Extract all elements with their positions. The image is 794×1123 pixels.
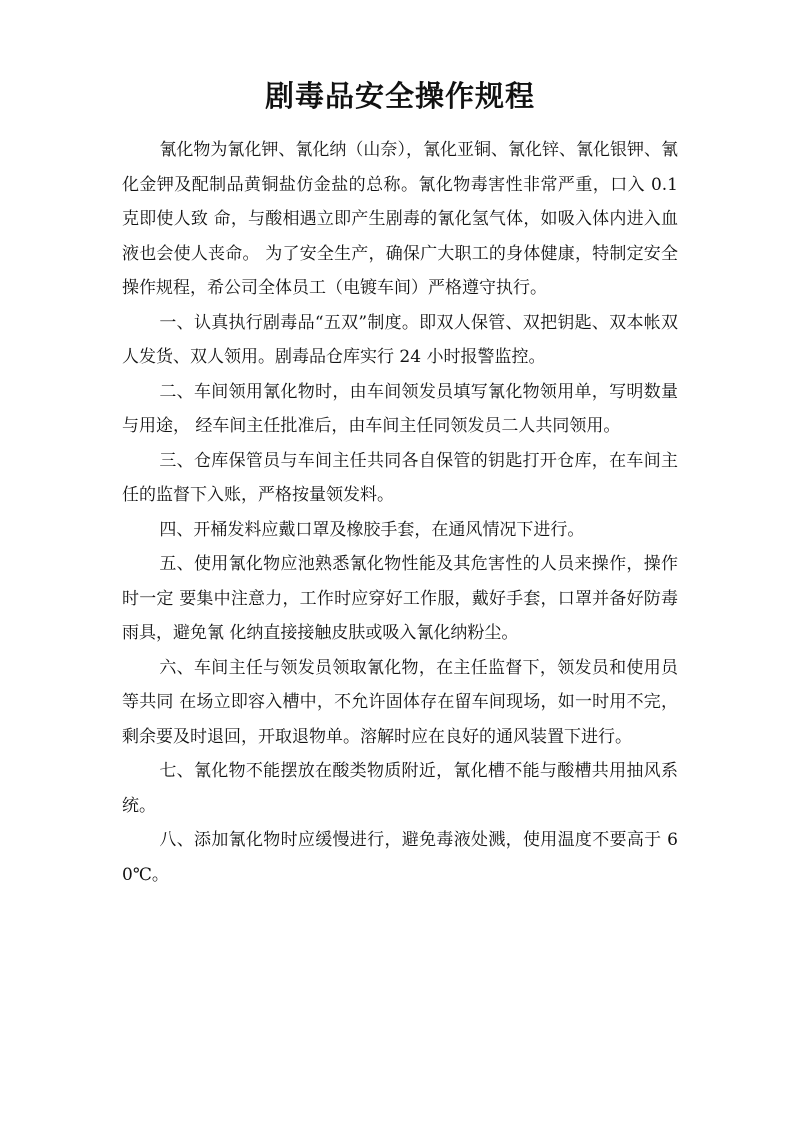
paragraph-rule-7: 七、氰化物不能摆放在酸类物质附近，氰化槽不能与酸槽共用抽风系统。	[122, 761, 678, 816]
paragraph-rule-3: 三、仓库保管员与车间主任共同各自保管的钥匙打开仓库，在车间主任的监督下入账，严格按量领发料。	[122, 450, 678, 505]
paragraph-rule-1: 一、认真执行剧毒品“五双”制度。即双人保管、双把钥匙、双本帐双人发货、双人领用。剧毒品仓库实行 24 小时报警监控。	[122, 312, 678, 367]
paragraph-rule-2: 二、车间领用氰化物时，由车间领发员填写氰化物领用单，写明数量与用途， 经车间主任批准后，由车间主任同领发员二人共同领用。	[122, 381, 678, 436]
paragraph-rule-5: 五、使用氰化物应池熟悉氰化物性能及其危害性的人员来操作，操作时一定 要集中注意力，工作时应穿好工作服，戴好手套，口罩并备好防毒雨具，避免氰 化纳直接接触皮肤或吸入氰化纳粉尘。	[122, 554, 678, 643]
paragraph-rule-8: 八、添加氰化物时应缓慢进行，避免毒液处溅，使用温度不要高于 60℃。	[122, 830, 678, 885]
paragraph-intro: 氰化物为氰化钾、氰化纳（山奈），氰化亚铜、氰化锌、氰化银钾、氰化金钾及配制品黄铜盐仿金盐的总称。氰化物毒害性非常严重，口入 0.1 克即使人致 命，与酸相遇立即产生剧毒的氰化氢气体，如吸入体内进入血液也会使人丧命。 为了安全生产，确保广大职工的身体健康，特制定安全操作规程，希公司全体员工（电镀车间）严格遵守执行。	[122, 140, 678, 298]
document-title: 剧毒品安全操作规程	[264, 79, 535, 113]
paragraph-rule-4: 四、开桶发料应戴口罩及橡胶手套，在通风情况下进行。	[159, 519, 585, 540]
paragraph-rule-6: 六、车间主任与领发员领取氰化物，在主任监督下，领发员和使用员等共同 在场立即容入槽中，不允许固体存在留车间现场，如一时用不完，剩余要及时退回，开取退物单。溶解时应在良好的通风装置下进行。	[122, 657, 678, 747]
